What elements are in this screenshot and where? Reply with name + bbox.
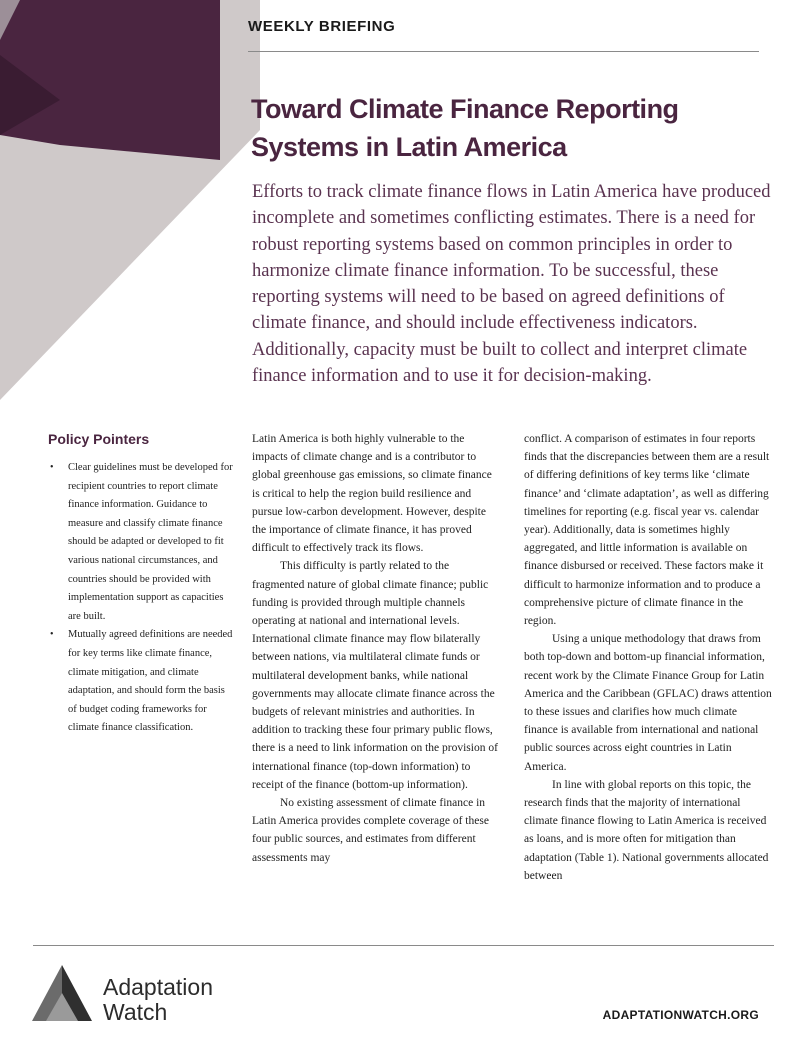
policy-pointer-item xyxy=(48,626,234,738)
bottom-divider xyxy=(33,945,774,946)
policy-pointer-item xyxy=(48,459,234,626)
body-paragraph: This difficulty is partly related to the fragmented nature of global climate finance; public funding is provided through multiple channels operating at national and international levels. International climate finance may flow bilaterally between nations, via multilateral climate funds or multilateral development banks, while national governments may allocate climate finance across the budgets of relevant ministries and authorities. In addition to tracking these four primary public flows, there is a need to link information on the provision of international finance (top-down information) to receipt of the finance (bottom-up information). xyxy=(252,560,498,791)
body-column-1 xyxy=(252,430,500,867)
lede-paragraph: Efforts to track climate finance flows in Latin America have produced incomplete and sometimes conflicting estimates. There is a need for robust reporting systems based on common principles in order to harmonize climate finance information. To be successful, these reporting systems will need to be based on agreed definitions of climate finance, and should include effectiveness indicators. Additionally, capacity must be built to collect and interpret climate finance information and to use it for decision-making. xyxy=(252,182,771,387)
body-column-2 xyxy=(524,430,772,885)
bullet-icon: • xyxy=(50,462,54,473)
policy-pointer-text: Mutually agreed definitions are needed for key terms like climate finance, climate mitigation, and climate adaptation, and should form the basis of budget coding frameworks for climate finance classification. xyxy=(68,629,233,734)
body-paragraph: Using a unique methodology that draws from both top-down and bottom-up financial information, recent work by the Climate Finance Group for Latin America and the Caribbean (GFLAC) draws attention to these issues and clarifies how much climate finance is available from international and national public sources across eight countries in Latin America. xyxy=(524,633,772,773)
kicker: WEEKLY BRIEFING xyxy=(248,18,396,35)
body-paragraph: In line with global reports on this topic, the research finds that the majority of international climate finance flowing to Latin America is received as loans, and is more often for mitigation than adaptation (Table 1). National governments allocated between xyxy=(524,778,769,882)
policy-pointers xyxy=(48,431,234,738)
bullet-icon: • xyxy=(50,629,54,641)
page-title: Toward Climate Finance Reporting Systems in Latin America xyxy=(251,94,679,162)
site-url-link[interactable]: ADAPTATIONWATCH.ORG xyxy=(602,1008,759,1022)
body-paragraph: No existing assessment of climate finance in Latin America provides complete coverage of these four public sources, and estimates from different assessments may xyxy=(252,797,489,864)
top-divider xyxy=(248,51,759,52)
logo-line-2: Watch xyxy=(103,999,168,1025)
policy-pointers-list xyxy=(48,459,234,738)
policy-pointer-text: Clear guidelines must be developed for recipient countries to report climate finance information. Guidance to measure and classify climate finance should be adapted or developed to fit various national circumstances, and countries should be provided with implementation support as capacities are built. xyxy=(68,462,233,622)
logo-wordmark[interactable] xyxy=(103,975,213,1025)
corner-graphic xyxy=(0,0,260,400)
body-paragraph: Latin America is both highly vulnerable to the impacts of climate change and is a contributor to global greenhouse gas emissions, so climate finance is critical to help the region build resilience and pursue low-carbon development. However, despite the importance of climate finance, it has proved difficult to effectively track its flows. xyxy=(252,433,492,555)
logo-line-1: Adaptation xyxy=(103,974,213,1000)
body-paragraph: conflict. A comparison of estimates in four reports finds that the discrepancies between them are a result of differing definitions of key terms like ‘climate finance’ and ‘climate adaptation’, as well as differing timelines for reporting (e.g. fiscal year vs. calendar year). Additionally, data is sometimes highly aggregated, and little information is available on finance disbursed or received. These factors make it difficult to harmonize information and to produce a comprehensive picture of climate finance in the region. xyxy=(524,433,770,628)
policy-pointers-heading: Policy Pointers xyxy=(48,431,150,447)
